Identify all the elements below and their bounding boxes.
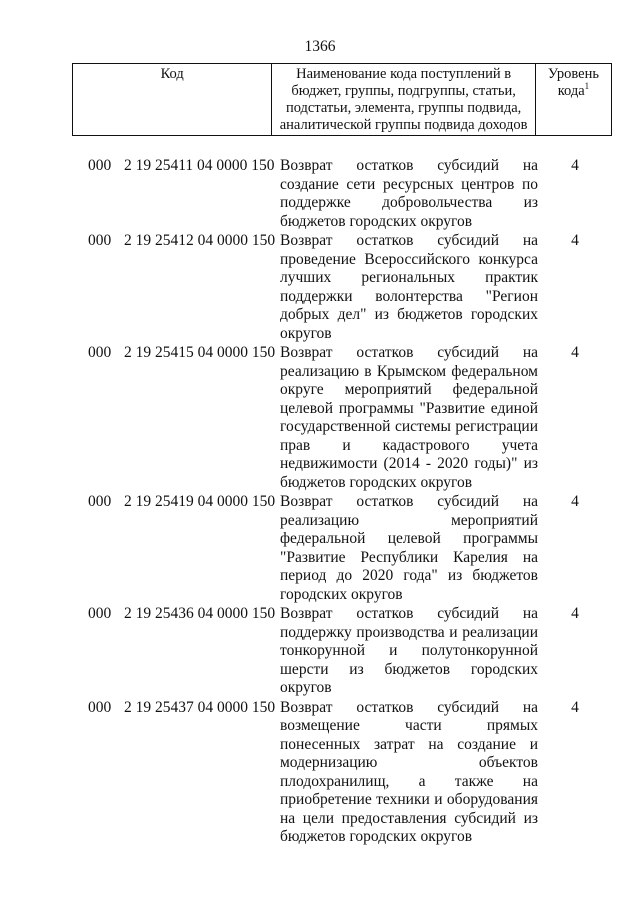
admin-code: 000: [88, 344, 112, 361]
admin-code: 000: [88, 698, 112, 716]
table-row: [72, 232, 612, 343]
revenue-code: 2 19 25437 04 0000 150: [124, 698, 276, 716]
revenue-name: Возврат остатков субсидий на реализацию в Крымском федеральном округе мероприятий федеральной целевой программы "Развитие единой государственной системы регистрации прав и кадастрового учета недвижимости (2014 - 2020 годы)" из бюджетов городских округов: [280, 344, 538, 491]
revenue-code: 2 19 25436 04 0000 150: [124, 605, 276, 622]
table-row: [72, 493, 612, 604]
table-row: [72, 605, 612, 698]
table-body: [72, 157, 612, 848]
table-row: [72, 344, 612, 492]
revenue-name: Возврат остатков субсидий на поддержку производства и реализации тонкорунной и полутонкорунной шерсти из бюджетов городских округов: [280, 605, 538, 696]
admin-code: 000: [88, 493, 112, 510]
header-level-suffix: а: [578, 83, 585, 99]
page-number: 1366: [304, 38, 336, 55]
revenue-name: Возврат остатков субсидий на создание сети ресурсных центров по поддержке добровольчества из бюджетов городских округов: [280, 157, 538, 230]
revenue-name: Возврат остатков субсидий на реализацию мероприятий федеральной целевой программы "Развитие Республики Карелия на период до 2020 года" из бюджетов городских округов: [280, 493, 538, 603]
budget-level: 4: [571, 232, 579, 249]
budget-level: 4: [571, 605, 579, 622]
revenue-name: Возврат остатков субсидий на возмещение части прямых понесенных затрат на создание и модернизацию объектов плодохранилищ, а также на приобретение техники и оборудования на цели предоставления субсидий из бюджетов городских округов: [280, 698, 538, 845]
revenue-code: 2 19 25419 04 0000 150: [124, 493, 276, 510]
table-header: [72, 63, 612, 136]
header-name: Наименование кода поступлений в бюджет, группы, подгруппы, статьи, подстатьи, элемента, группы подвида, аналитической группы подвида доходов: [272, 64, 536, 136]
budget-level: 4: [571, 344, 579, 361]
revenue-code: 2 19 25411 04 0000 150: [124, 157, 275, 174]
header-code: Код: [73, 64, 272, 136]
footnote-marker: 1: [584, 81, 590, 92]
budget-level: 4: [571, 698, 579, 716]
budget-level: 4: [571, 157, 579, 174]
table-row: [72, 699, 612, 847]
header-level: [535, 64, 611, 136]
budget-level: 4: [571, 493, 579, 510]
admin-code: 000: [88, 157, 112, 174]
revenue-name: Возврат остатков субсидий на проведение Всероссийского конкурса лучших региональных практик поддержки волонтерства "Регион добрых дел" из бюджетов городских округов: [280, 232, 538, 342]
table-row: [72, 157, 612, 231]
admin-code: 000: [88, 605, 112, 622]
header-level-text: Уровень код: [547, 66, 599, 99]
revenue-code: 2 19 25412 04 0000 150: [124, 232, 276, 249]
admin-code: 000: [88, 232, 112, 249]
revenue-code: 2 19 25415 04 0000 150: [124, 344, 276, 361]
